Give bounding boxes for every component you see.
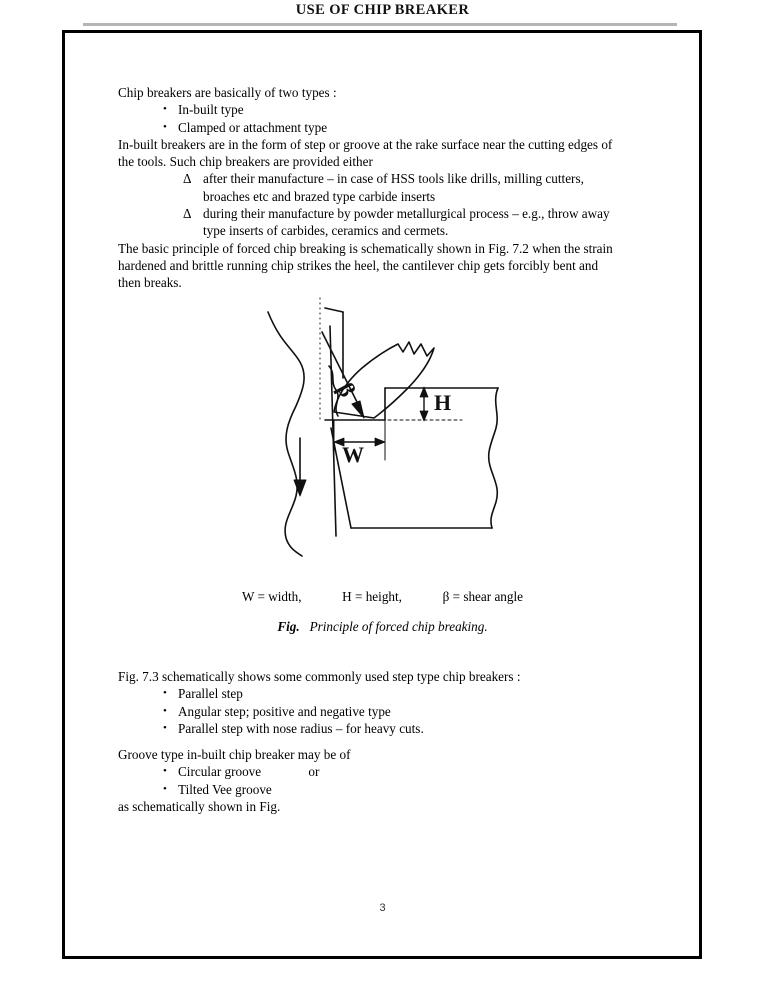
groove-outro-paragraph: as schematically shown in Fig.	[118, 798, 281, 814]
fig73-intro-paragraph: Fig. 7.3 schematically shows some commonly used step type chip breakers :	[118, 669, 521, 684]
list-item	[118, 205, 618, 240]
figure-caption-label: Fig.	[277, 619, 300, 634]
list-item	[118, 781, 618, 798]
label-height: H	[434, 390, 452, 415]
list-item	[118, 720, 618, 737]
w-arrow-head-right	[375, 438, 385, 446]
groove-intro-paragraph: Groove type in-built chip breaker may be of	[118, 747, 351, 762]
groove-type-block	[118, 746, 618, 815]
figure-caption	[0, 619, 765, 635]
list-item-label: Circular groove	[178, 764, 262, 780]
shear-angle-arrow	[322, 332, 362, 412]
delta-bullet-icon: Δ	[183, 171, 192, 187]
list-item-connector: or	[308, 764, 320, 780]
bullet-icon: •	[163, 782, 167, 795]
step-type-list	[118, 685, 618, 737]
list-item-label: In-built type	[178, 102, 244, 118]
figure-legend	[0, 589, 765, 605]
list-item	[118, 101, 618, 118]
tool-break-edge	[489, 388, 498, 528]
bullet-icon: •	[163, 103, 167, 116]
figure-chip-breaking-diagram	[0, 290, 765, 560]
intro-paragraph: Chip breakers are basically of two types :	[118, 85, 337, 100]
list-item-label: Parallel step with nose radius – for heavy cuts.	[178, 720, 424, 736]
list-item-label: Parallel step	[178, 686, 243, 702]
chip-breaking-schematic-svg	[0, 290, 765, 560]
list-item-label: Clamped or attachment type	[178, 119, 328, 135]
bullet-icon: •	[163, 120, 167, 133]
page-running-header: USE OF CHIP BREAKER	[295, 2, 470, 18]
chip-breaker-type-list	[118, 101, 618, 136]
bullet-icon: •	[163, 687, 167, 700]
inbuilt-breakers-paragraph: In-built breakers are in the form of step or groove at the rake surface near the cutting edges of the tools. Such chip breakers are provided either	[118, 136, 613, 170]
bullet-icon: •	[163, 704, 167, 717]
page-number: 3	[379, 902, 386, 914]
bullet-icon: •	[163, 721, 167, 734]
workpiece-outline	[268, 312, 304, 556]
list-item	[118, 763, 618, 780]
figure-caption-text: Principle of forced chip breaking.	[309, 619, 488, 634]
manufacture-delta-list	[118, 170, 618, 239]
legend-width-term: W = width,	[241, 589, 302, 604]
list-item-label: Tilted Vee groove	[178, 781, 272, 797]
list-item-label: Angular step; positive and negative type	[178, 703, 391, 719]
list-item-label: during their manufacture by powder metallurgical process – e.g., throw away type inserts of carbides, ceramics and cermets.	[203, 206, 610, 239]
list-item	[118, 170, 618, 205]
list-item	[118, 685, 618, 702]
list-item	[118, 119, 618, 136]
legend-height-term: H = height,	[342, 589, 402, 604]
upper-text-block	[118, 84, 618, 292]
bullet-icon: •	[163, 765, 167, 778]
curled-chip	[334, 342, 434, 418]
step-type-block	[118, 668, 618, 737]
delta-bullet-icon: Δ	[183, 206, 192, 222]
list-item	[118, 703, 618, 720]
principle-paragraph: The basic principle of forced chip breaking is schematically shown in Fig. 7.2 when the strain hardened and brittle running chip strikes the heel, the cantilever chip gets forcibly bent and then breaks.	[118, 240, 613, 291]
label-shear-angle: β	[332, 378, 361, 402]
header-rule	[83, 23, 677, 26]
legend-angle-term: β = shear angle	[442, 589, 523, 604]
groove-type-list	[118, 763, 618, 798]
label-width: W	[342, 442, 364, 467]
tool-nose-slope	[325, 308, 343, 312]
list-item-label: after their manufacture – in case of HSS tools like drills, milling cutters, broaches etc and brazed type carbide inserts	[203, 171, 584, 204]
